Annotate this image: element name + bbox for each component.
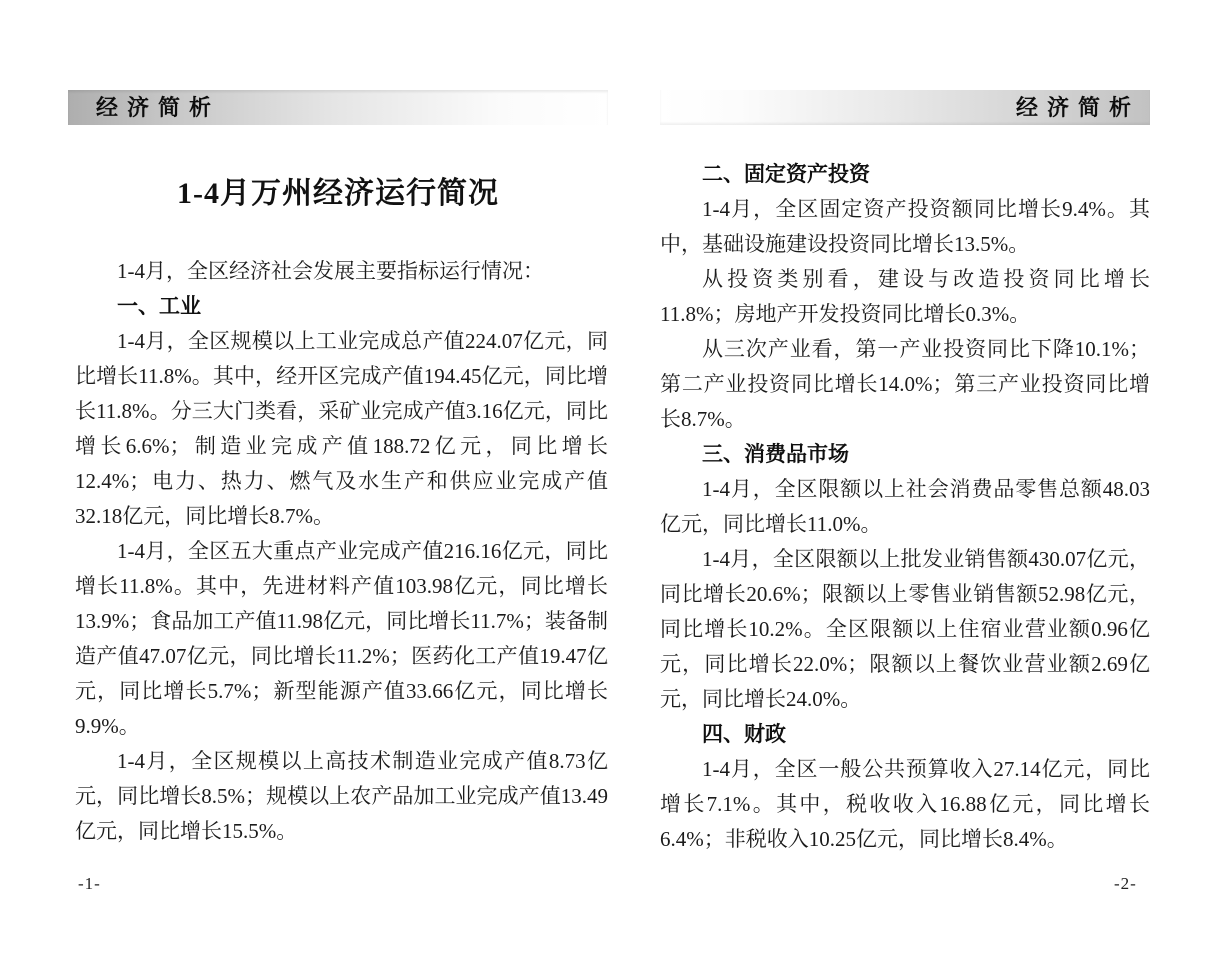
section-heading-finance: 四、财政: [702, 723, 786, 746]
paragraph-investment-category: 从投资类别看，建设与改造投资同比增长11.8%；房地产开发投资同比增长0.3%。: [660, 267, 1150, 326]
header-bar-left: [68, 90, 608, 125]
paragraph-retail-detail: 1-4月，全区限额以上批发业销售额430.07亿元，同比增长20.6%；限额以上零售业销售额52.98亿元，同比增长10.2%。全区限额以上住宿业营业额0.96亿元，同比增长22.0%；限额以上餐饮业营业额2.69亿元，同比增长24.0%。: [660, 547, 1150, 711]
section-heading-consumer-market: 三、消费品市场: [702, 443, 849, 466]
paragraph-hightech-agri: 1-4月，全区规模以上高技术制造业完成产值8.73亿元，同比增长8.5%；规模以上农产品加工业完成产值13.49亿元，同比增长15.5%。: [75, 749, 608, 843]
header-bar-label: 经济简析: [1015, 95, 1140, 120]
header-bar-label: 经济简析: [96, 95, 221, 120]
document-title: 1-4月万州经济运行简况: [177, 177, 499, 210]
paragraph-key-industries: 1-4月，全区五大重点产业完成产值216.16亿元，同比增长11.8%。其中，先进材料产值103.98亿元，同比增长13.9%；食品加工产值11.98亿元，同比增长11.7%；装备制造产值47.07亿元，同比增长11.2%；医药化工产值19.47亿元，同比增长5.7%；新型能源产值33.66亿元，同比增长9.9%。: [75, 539, 608, 738]
paragraph-investment-total: 1-4月，全区固定资产投资额同比增长9.4%。其中，基础设施建设投资同比增长13.5%。: [660, 197, 1150, 256]
page-left-body: [68, 254, 608, 849]
paragraph-industry-output: 1-4月，全区规模以上工业完成总产值224.07亿元，同比增长11.8%。其中，经开区完成产值194.45亿元，同比增长11.8%。分三大门类看，采矿业完成产值3.16亿元，同比增长6.6%；制造业完成产值188.72亿元，同比增长12.4%；电力、热力、燃气及水生产和供应业完成产值32.18亿元，同比增长8.7%。: [75, 329, 608, 528]
page-right-body: [660, 157, 1150, 857]
page-left: [68, 90, 608, 849]
page-right: [660, 90, 1150, 857]
section-heading-fixed-asset-investment: 二、固定资产投资: [702, 163, 870, 186]
paragraph-retail-total: 1-4月，全区限额以上社会消费品零售总额48.03亿元，同比增长11.0%。: [660, 477, 1150, 536]
page-number-left: -1-: [78, 874, 101, 893]
header-bar-right: [660, 90, 1150, 125]
paragraph-investment-sectors: 从三次产业看，第一产业投资同比下降10.1%；第二产业投资同比增长14.0%；第三产业投资同比增长8.7%。: [660, 337, 1150, 431]
section-heading-industry: 一、工业: [117, 295, 201, 318]
intro-paragraph: 1-4月，全区经济社会发展主要指标运行情况：: [117, 259, 544, 283]
page-number-right: -2-: [1114, 874, 1137, 893]
paragraph-finance-revenue: 1-4月，全区一般公共预算收入27.14亿元，同比增长7.1%。其中，税收收入16.88亿元，同比增长6.4%；非税收入10.25亿元，同比增长8.4%。: [660, 757, 1150, 851]
